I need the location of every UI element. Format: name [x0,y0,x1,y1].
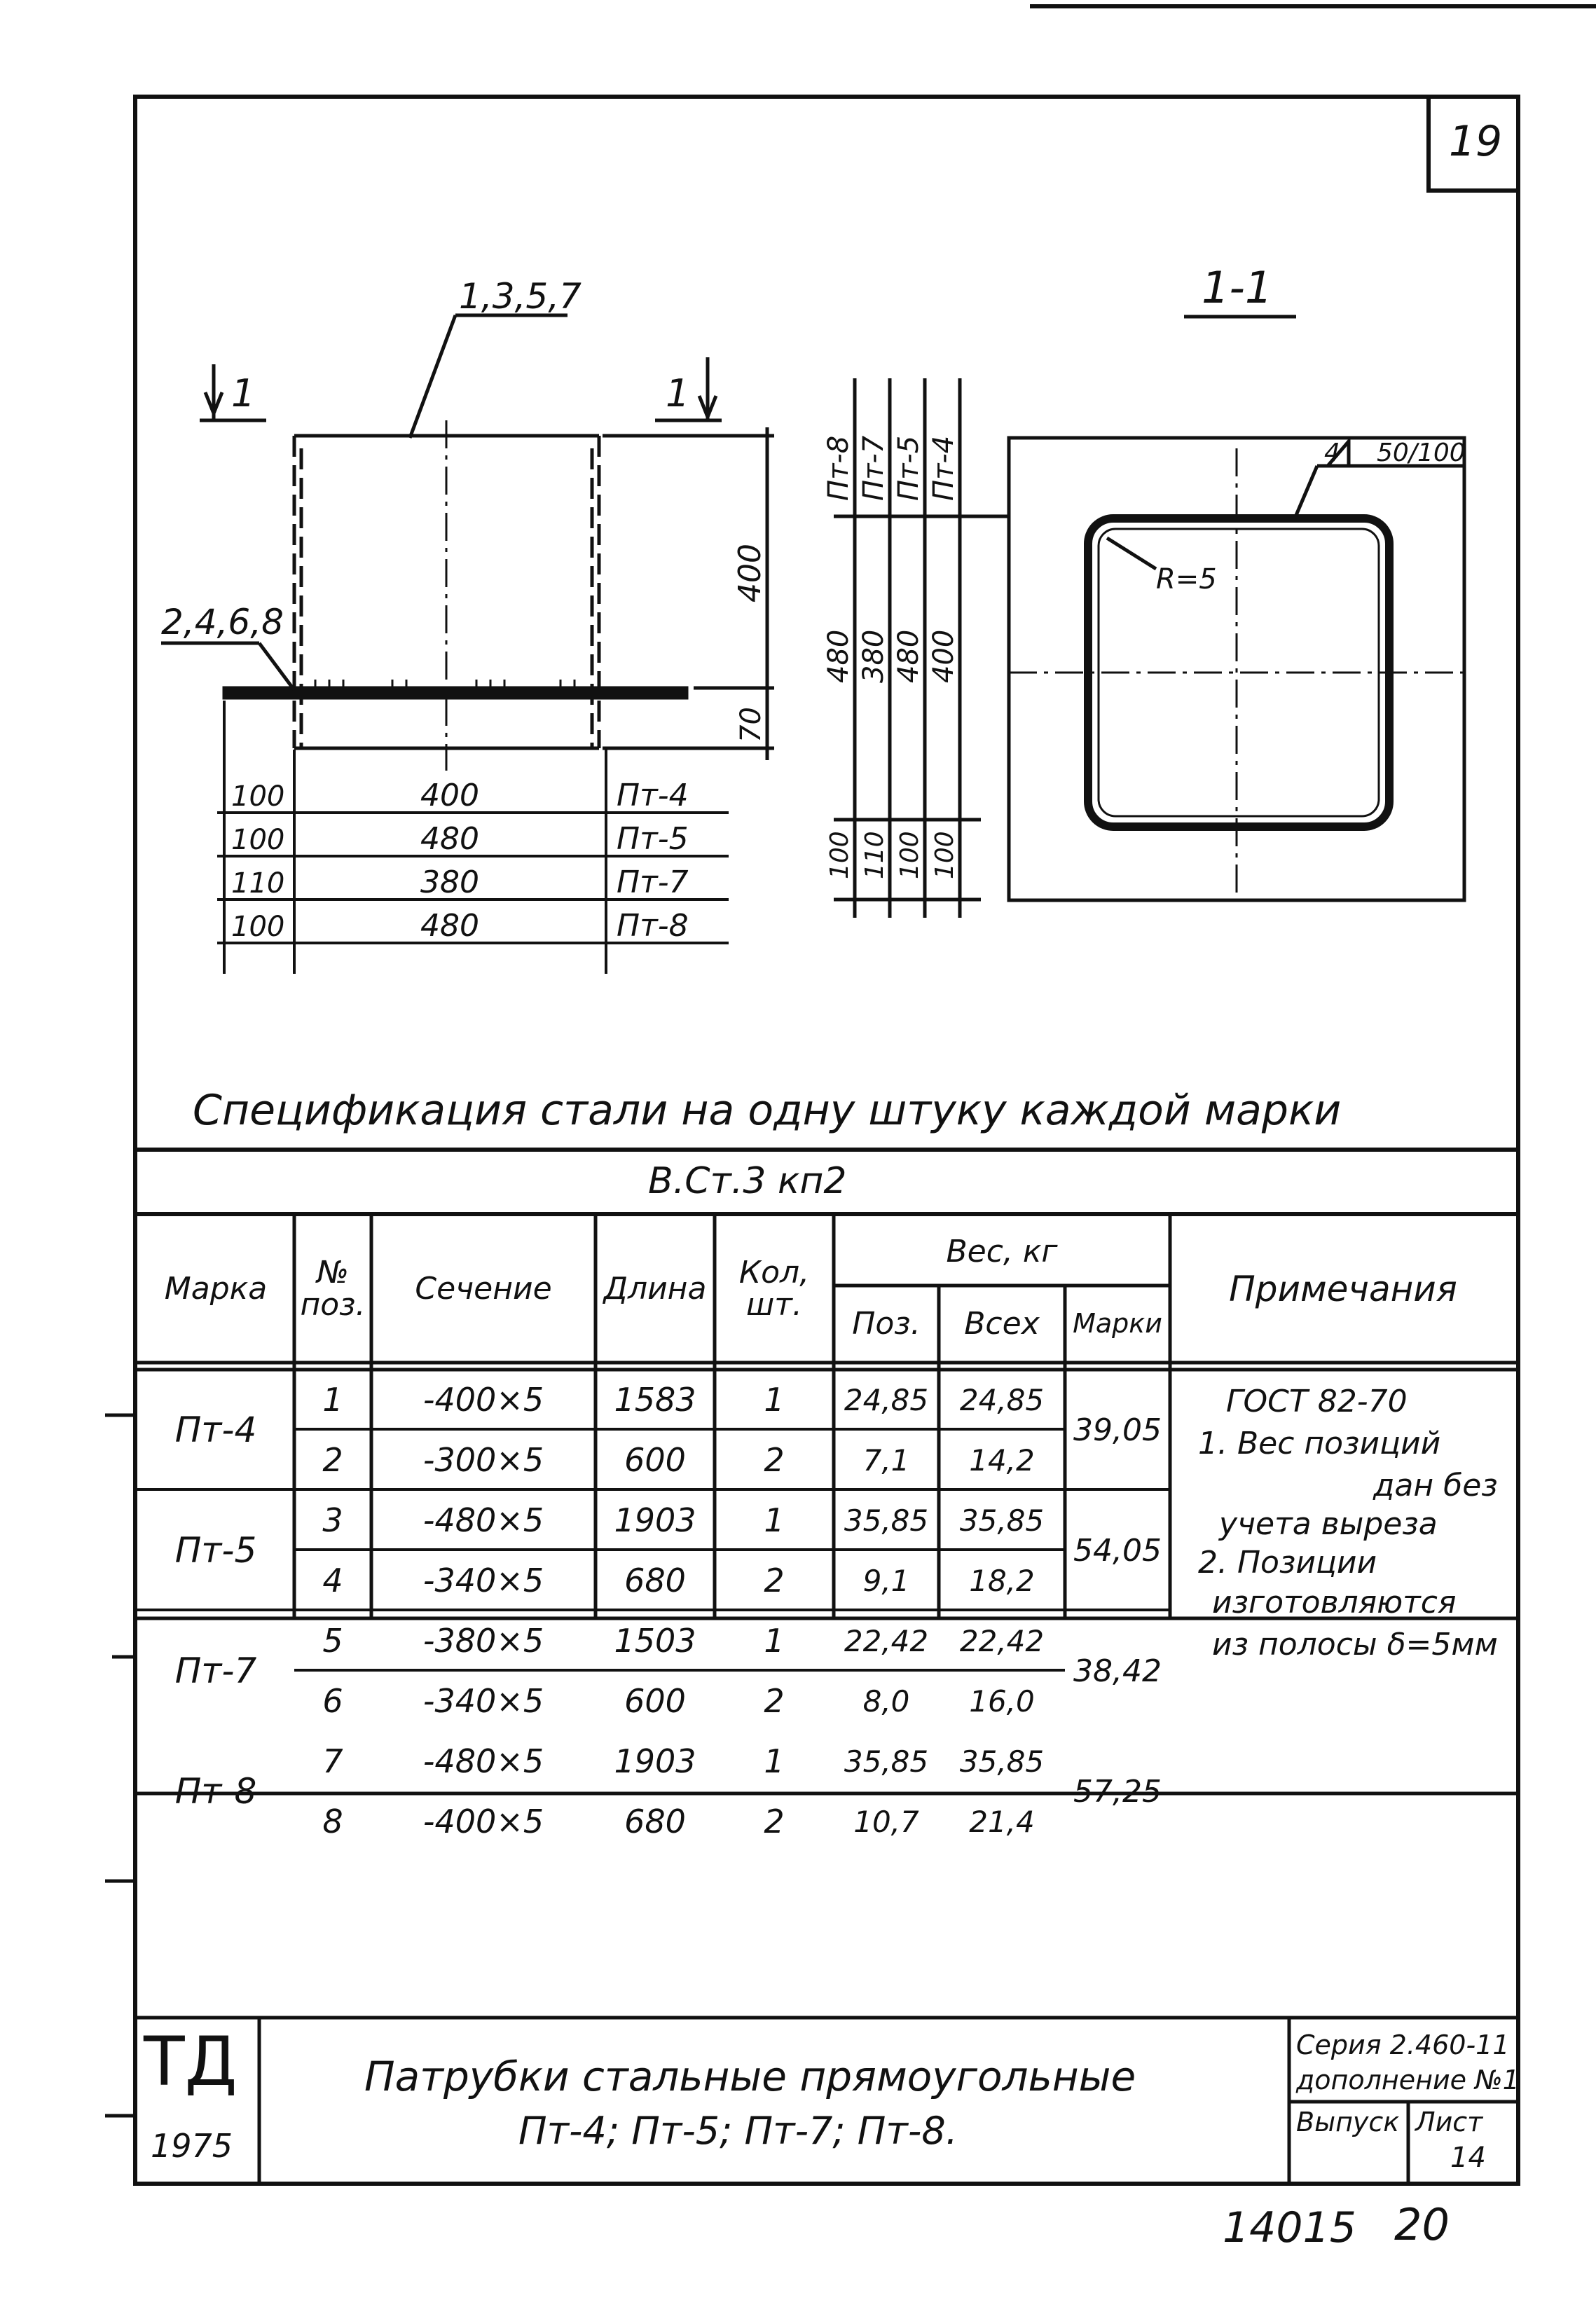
dim-mark: Пт-7 [617,865,689,900]
vertical-dim: 480 [893,629,925,683]
qty-cell: 1 [764,1501,785,1539]
pos-cell: 3 [322,1501,343,1539]
section-marker-left: 1 [231,371,256,415]
spec-title: Спецификация стали на одну штуку каждой марки [193,1086,1342,1135]
weight-pos-cell: 9,1 [862,1563,910,1598]
year: 1975 [151,2127,233,2165]
weight-pos-cell: 35,85 [844,1744,929,1779]
vertical-mark: Пт-8 [823,435,855,501]
pos-cell: 2 [322,1441,343,1479]
header-weight-all: Всех [964,1305,1040,1342]
dim-left: 100 [231,824,285,856]
dim-left: 100 [231,780,285,813]
note-line: учета выреза [1219,1506,1438,1542]
section-cell: -480×5 [422,1742,544,1780]
note-line: ГОСТ 82-70 [1226,1384,1408,1419]
section-cell: -480×5 [422,1501,544,1539]
pos-cell: 4 [322,1562,343,1599]
qty-cell: 1 [764,1742,785,1780]
qty-cell: 2 [764,1803,785,1840]
mark-cell: Пт-4 [174,1410,257,1450]
vertical-mark: Пт-5 [893,435,925,501]
dim-mark: Пт-4 [617,778,689,813]
mark-cell: Пт-7 [174,1651,257,1691]
vertical-mark: Пт-7 [858,435,890,501]
length-cell: 1503 [614,1622,696,1660]
section-cell: -340×5 [422,1562,544,1599]
weight-all-cell: 14,2 [969,1442,1035,1478]
weight-all-cell: 21,4 [969,1804,1035,1839]
length-cell: 680 [624,1562,686,1599]
weight-pos-cell: 7,1 [862,1442,910,1478]
dim-flange: 70 [735,707,767,743]
length-cell: 1903 [614,1501,696,1539]
footer-page: 20 [1394,2199,1450,2250]
qty-cell: 2 [764,1562,785,1599]
section-cell: -380×5 [422,1622,544,1660]
section-cell: -300×5 [422,1441,544,1479]
issue-label: Выпуск [1296,2107,1400,2137]
qty-cell: 2 [764,1682,785,1720]
vertical-dim: 480 [823,629,855,683]
header-length: Длина [603,1270,707,1307]
section-cell: -400×5 [422,1381,544,1419]
dim-mid: 480 [420,908,479,944]
section-cell: -340×5 [422,1682,544,1720]
series-line1: Серия 2.460-11 [1296,2030,1510,2060]
pos-cell: 7 [322,1742,343,1780]
footer-code: 14015 [1223,2203,1356,2252]
weight-pos-cell: 35,85 [844,1503,929,1538]
mark-total-cell: 39,05 [1073,1412,1162,1448]
qty-cell: 2 [764,1441,785,1479]
header-notes: Примечания [1229,1268,1457,1309]
title-line2: Пт-4; Пт-5; Пт-7; Пт-8. [518,2109,958,2153]
series-line2: дополнение №1 [1296,2065,1520,2095]
sheet-label: Лист [1415,2107,1483,2137]
qty-cell: 1 [764,1381,785,1419]
note-line: 1. Вес позиций [1198,1426,1441,1461]
vertical-dim: 400 [928,629,960,683]
dim-mid: 480 [420,821,479,857]
pos-cell: 8 [322,1803,343,1840]
qty-cell: 1 [764,1622,785,1660]
vertical-dim-low: 100 [930,831,959,879]
weight-pos-cell: 24,85 [844,1382,929,1417]
dim-mid: 400 [420,778,479,813]
pos-cell: 6 [322,1682,343,1720]
sheet-value: 14 [1450,2142,1486,2174]
header-weight-mark: Марки [1073,1308,1162,1339]
length-cell: 1583 [614,1381,696,1419]
vertical-dim-low: 100 [895,831,924,879]
length-cell: 600 [624,1682,686,1720]
title-line1: Патрубки стальные прямоугольные [364,2053,1136,2100]
weight-pos-cell: 8,0 [862,1683,910,1719]
note-line: 2. Позиции [1198,1545,1377,1580]
logo: ТД [144,2023,238,2101]
note-line: изготовляются [1212,1585,1457,1620]
weight-all-cell: 16,0 [969,1683,1035,1719]
vertical-dim-low: 110 [860,831,889,879]
weight-all-cell: 22,42 [959,1623,1045,1658]
length-cell: 1903 [614,1742,696,1780]
weight-all-cell: 24,85 [959,1382,1045,1417]
header-qty: Кол, шт. [738,1254,810,1323]
section-cell: -400×5 [422,1803,544,1840]
weight-pos-cell: 22,42 [844,1623,929,1658]
weld-label-a: 4 [1324,439,1340,467]
vertical-mark: Пт-4 [928,435,960,501]
section-marker-right: 1 [666,371,690,415]
vertical-dim-low: 100 [825,831,854,879]
dim-height: 400 [732,544,768,602]
vertical-dim: 380 [858,629,890,683]
pos-cell: 5 [322,1622,343,1660]
callout-left: 2,4,6,8 [161,602,284,642]
header-mark: Марка [164,1270,268,1307]
dim-left: 100 [231,911,285,943]
dim-mark: Пт-8 [617,908,689,944]
weight-all-cell: 35,85 [959,1744,1045,1779]
dim-mark: Пт-5 [617,821,689,857]
radius-label: R=5 [1156,563,1217,595]
mark-cell: Пт-8 [174,1771,257,1812]
length-cell: 600 [624,1441,686,1479]
weight-pos-cell: 10,7 [853,1804,919,1839]
mark-total-cell: 54,05 [1073,1532,1162,1569]
header-section: Сечение [415,1270,552,1307]
header-weight: Вес, кг [946,1234,1058,1270]
header-pos: № поз. [300,1254,366,1323]
weight-all-cell: 35,85 [959,1503,1045,1538]
note-line: дан без [1373,1468,1498,1503]
spec-material: В.Ст.3 кп2 [648,1160,847,1202]
pos-cell: 1 [322,1381,343,1419]
length-cell: 680 [624,1803,686,1840]
weight-all-cell: 18,2 [969,1563,1035,1598]
mark-total-cell: 57,25 [1073,1773,1162,1810]
mark-cell: Пт-5 [174,1530,257,1571]
dim-mid: 380 [420,865,479,900]
mark-total-cell: 38,42 [1073,1653,1162,1689]
section-title: 1-1 [1202,262,1273,313]
sheet-number: 19 [1448,117,1503,166]
header-weight-pos: Поз. [852,1305,921,1342]
dim-left: 110 [231,867,285,900]
weld-label-b: 50/100 [1377,439,1466,467]
callout-top: 1,3,5,7 [459,276,582,317]
note-line: из полосы δ=5мм [1212,1627,1498,1662]
